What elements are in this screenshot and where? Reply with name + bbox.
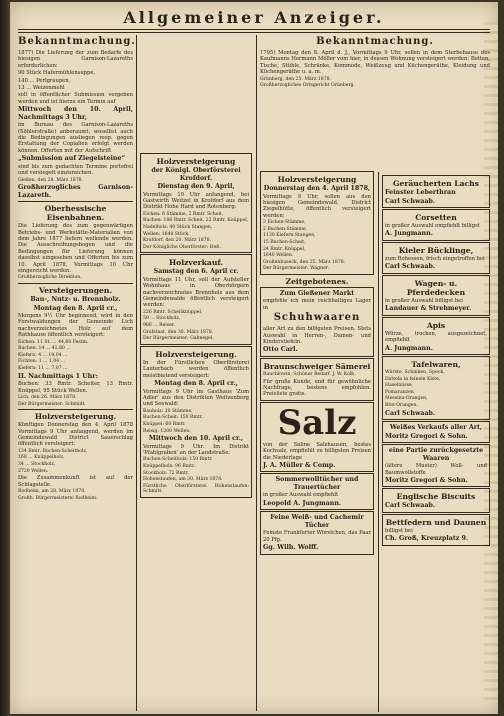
ad-signature: Moritz Gregori & Sohn. xyxy=(385,432,468,440)
ad-text: empfehle ich mein reichhaltiges Lager in xyxy=(263,298,371,311)
notice-row: 3 Eichen-Stämme, xyxy=(263,220,306,226)
column-divider xyxy=(136,35,137,711)
notice-row: Nadelholz: 40 Stück Stangen, xyxy=(143,224,213,230)
notice-subhead: II. Nachmittags 1 Uhr: xyxy=(18,372,98,380)
ad-text: Feinste Frankfurter Würstchen, das Paar 20 Pfg. xyxy=(263,530,371,543)
notice-text: soll in öffentlicher Submission vergeben werden und ist hierzu ein Termin auf xyxy=(18,92,133,105)
notice-text: 1877) Die Lieferung der zum Bedarfe des hiesigen Garnison-Lazareths erforderlichen: xyxy=(18,50,133,69)
ad-signature: Otto Carl. xyxy=(263,346,298,354)
ad-box xyxy=(382,209,490,241)
notice-row: 15 Buchen-Scheit, xyxy=(263,239,306,245)
ad-text: Für große Kunde, und für gewöhnliche Nachfrage, bestens empfohlen. Preisliste gratis. xyxy=(263,378,371,398)
ad-title: Englische Biscuits xyxy=(396,492,476,502)
notice-title: Holzversteigerung. xyxy=(34,412,117,422)
notice-text: 1795) Montag den 8. April d. J., Vormittags 9 Uhr, sollen in dem Sterbehause des Kaufmanns Hermann Möller vom hier, in dessen Wohnung versteigert werden: Betten, Tische, Stühle, Schränke, Kommode, Weißzeug und Küchengeräthe, Kleidung und Küchengeräthe u. a. m. xyxy=(260,50,490,76)
notice-row: Bauholz: 20 Stämme, xyxy=(143,408,193,414)
notice-text: Vormittags 9 Uhr. Im Distrikt 'Pfahlgraben' an der Landstraße: xyxy=(143,443,249,456)
ad-box xyxy=(382,488,490,513)
notice-date: Dienstag den 9. April, xyxy=(157,183,235,190)
notice-place: Grafstaat, den 30. März 1878. xyxy=(143,329,214,335)
separator xyxy=(18,283,133,284)
notice-title: Bekanntmachung. xyxy=(316,36,434,47)
notice-row: Buchen: 14 ... 41,80 ... xyxy=(18,346,71,352)
ad-box xyxy=(260,287,374,357)
notice-title: Holzversteigerung xyxy=(156,157,236,166)
ad-signature: A. Jungmann. xyxy=(385,230,433,238)
column-4 xyxy=(382,174,490,547)
ad-row: Haselnüsse, xyxy=(385,383,414,389)
notice-text: sind bis zum gedachten Termine portofrei und versiegelt einzureichen. xyxy=(18,163,133,177)
ad-title: Corsetten xyxy=(415,213,457,222)
notice-row: 34 ... Stockholz, xyxy=(18,461,56,467)
ad-box xyxy=(382,444,490,487)
notice-text: Die Zusammenkunft ist auf der Schlagstelle. xyxy=(18,475,133,488)
ad-headline: Salz xyxy=(277,402,357,443)
notice-row: Fichten: 1 ... 1,04 ... xyxy=(18,359,66,365)
column-divider xyxy=(256,35,257,711)
ad-row: Datteln in feinem Kiste, xyxy=(385,376,441,382)
notice-row: 1640 Wellen. xyxy=(263,253,294,259)
ad-text: (ältere Muster) Woll- und Baumwollstoffe xyxy=(385,463,487,476)
notice-place: Rodheim, am 28. März 1878. xyxy=(18,488,86,494)
column-4-top xyxy=(260,35,490,90)
ad-signature: Carl Schwaab. xyxy=(385,197,436,205)
column-3 xyxy=(260,170,374,556)
ad-text: Würze, trocken, ausgezeichnet, empfiehlt xyxy=(385,330,487,344)
notice-date: Montag den 8. April cr., xyxy=(33,304,118,312)
notice-text: Morgens 9½ Uhr beginnend, wird in den Forstwaldungen der Gemeinde Lich nachverzeichnetes Holz auf dem Rathhause öffentlich versteigert: xyxy=(18,313,133,339)
separator xyxy=(18,201,133,202)
notice-place: Lich, den 26. März 1878. xyxy=(18,394,77,400)
notice-item: 90 Stück Hafermühlensuppe, xyxy=(18,70,96,77)
ad-title: eine Partie zurückgesetzte Waaren xyxy=(388,447,484,462)
ad-title: Tafelwaren, xyxy=(411,360,461,370)
ad-row: Würste, Schinken, Speck, xyxy=(385,370,445,376)
ad-signature: Carl Schwaab. xyxy=(385,502,436,510)
ad-text: von der Saline Salzhausen, bestes Kochsalz, empfiehlt zu billigsten Preisen die Niederlage xyxy=(263,441,371,461)
ad-text: in großer Auswahl empfiehlt xyxy=(263,492,339,499)
masthead-rule xyxy=(18,29,490,30)
notice-row: Stockholz: 72 Rmtr. xyxy=(143,470,189,476)
notice-signature: Großherzogliche Direktion. xyxy=(18,275,82,281)
ad-title: Apis xyxy=(426,320,446,330)
notice-place: Gießen, den 28. März 1878. xyxy=(18,177,84,183)
notice-box xyxy=(260,171,374,275)
notice-row: Buchen-Scheit: 150 Rmtr. xyxy=(143,415,203,421)
notice-title: Holzversteigerung. xyxy=(155,349,237,359)
notice-item: 13 ... Weizenmehl xyxy=(18,85,65,92)
notice-signature: Großh. Bürgermeisterei Rodheim. xyxy=(18,495,98,501)
column-2 xyxy=(140,152,252,499)
notice-row: 226 Rmtr. Scheitknüppel, xyxy=(143,309,203,315)
notice-subtitle: der Königl. Oberförsterei Krofdorf. xyxy=(151,167,241,182)
ad-title: Kieler Bücklinge, xyxy=(398,245,474,255)
ad-signature: Leopold A. Jungmann. xyxy=(263,499,342,507)
notice-offer: „Submission auf Ziegelsteine“ xyxy=(18,155,126,163)
ad-signature: Moritz Gregori & Sohn. xyxy=(385,476,468,484)
ad-box xyxy=(382,421,490,443)
ad-title: Sommerwolltücher und Trauertücher xyxy=(275,476,359,491)
notice-title: Oberhessische Eisenbahnen. xyxy=(44,204,107,223)
notice-text: Buchen: 33 Rmtr. Scheiter, 13 Rmtr. Knüppel, 95 Stück Wellen. xyxy=(18,381,133,394)
newspaper-page xyxy=(10,2,498,714)
ad-title: Geräucherten Lachs xyxy=(393,179,479,188)
ad-text: aller Art zu den billigsten Preisen. Stets Auswahl in Herren-, Damen- und Kinderstiefeln. xyxy=(263,326,371,345)
notice-row: Buchen-Scheitholz: 150 Rmtr. xyxy=(143,457,213,463)
ad-text: in großer Auswahl empfiehlt billigst xyxy=(385,223,480,229)
ad-title: Bettfedern und Daunen xyxy=(385,517,487,527)
notice-text: Vormittags 11 Uhr, soll der Aufsteller Wohnhaus in Oberhörgern nachverzeichnetes Brennholz aus dem Gemeindewalde öffentlich versteigert werden: xyxy=(143,276,249,309)
notice-row: Kiefern: 4 ... 19,04 ... xyxy=(18,352,68,358)
ad-box xyxy=(382,317,490,355)
ad-signature: Gg. Wilh. Wolff. xyxy=(263,544,319,552)
notice-signature: Großherzogliches Garnison-Lazareth. xyxy=(18,184,133,199)
notice-row: Buchen: 186 Rmtr. Scheit, 22 Rmtr. Knüppel, xyxy=(143,218,249,224)
ad-subtitle: Feinster Leberthran xyxy=(385,189,456,196)
ad-box xyxy=(260,358,374,401)
notice-date: Donnerstag den 4. April 1878, xyxy=(263,185,371,192)
ad-signature: A. Jungmann. xyxy=(385,344,433,352)
ad-title: Wagen- u. Pferdedecken xyxy=(406,278,466,297)
ad-title: Weißes Verkaufs aller Art, xyxy=(389,424,483,432)
ad-box xyxy=(382,275,490,316)
notice-box xyxy=(140,254,252,345)
book-binding xyxy=(0,0,10,716)
notice-row: Reisig: 1200 Wellen. xyxy=(143,428,191,434)
notice-text: Vormittags 10 Uhr anfangend, bei Gastwirth Weitzel in Krofdorf aus dem Distrikt Hohe Hard und Rotenberg: xyxy=(143,191,249,211)
ad-box xyxy=(382,514,490,546)
notice-title: Holzverkauf. xyxy=(168,258,224,268)
ad-signature: J. A. Müller & Comp. xyxy=(263,461,336,469)
ad-box xyxy=(260,511,374,554)
ad-box xyxy=(382,175,490,208)
notice-date: Samstag den 6. April cr. xyxy=(153,268,239,276)
masthead-title: Allgemeiner Anzeiger. xyxy=(123,8,385,27)
notice-date: Mittwoch den 10. April, Nachmittags 3 Uhr, xyxy=(18,106,133,121)
notice-date: Montag den 8. April cr., xyxy=(154,380,238,387)
ad-box xyxy=(382,356,490,420)
ad-row: Messina-Orangen, xyxy=(385,396,428,402)
notice-text: Vormittags 9 Uhr im Gasthaus 'Zum Adler' aus den Distrikten Weitzenberg und Seewald: xyxy=(143,388,249,408)
notice-text: In der Fürstlichen Oberförsterei Lauterbach werden öffentlich meistbietend versteigert: xyxy=(143,359,249,379)
column-divider xyxy=(378,172,379,712)
ad-text: in großer Auswahl billigst bei xyxy=(385,297,463,304)
notice-row: 1130 Kiefern-Stangen, xyxy=(263,233,316,239)
notice-text: Vormittags 9 Uhr, sollen aus den hiesigen Gemeindewald, District Ziegelhütte, öffentlich versteigert werden: xyxy=(263,193,371,219)
notice-row: Kiefern: 11 ... 7,07 ... xyxy=(18,366,68,372)
ad-signature: Carl Schwaab. xyxy=(385,263,436,271)
notice-text: im Bureau des Garnison-Lazareths (Söhlerstraße) anberaumt, woselbst auch die Bedingungen ausliegen resp. gegen Erstattung der Copialien erfolgt werden können. Offerten mit der Aufschrift xyxy=(18,122,133,154)
section-title: Zeitgebotenes. xyxy=(285,276,349,286)
ad-signature: Landauer & Strehmeyer. xyxy=(385,305,472,313)
ad-title: Braunschweiger Sämerei xyxy=(263,361,371,371)
ad-title: Zum Gießener Markt xyxy=(279,289,355,297)
column-1 xyxy=(18,35,136,502)
ad-box xyxy=(260,402,374,473)
ad-subtitle: Rauchlowin, Schöner Bedarf. J. W. Kolb, xyxy=(263,371,356,377)
notice-row: 986 ... Reiser. xyxy=(143,323,175,328)
notice-row: Knüppelholz: 96 Rmtr. xyxy=(143,464,196,469)
notice-signature: Der Bürgermeister: Schmidt. xyxy=(18,401,86,407)
notice-row: Eichen: 6 Stämme, 2 Rmtr. Scheit, xyxy=(143,211,224,217)
notice-signature: Der Bürgermeister: Gabnegel. xyxy=(143,336,214,342)
ad-box xyxy=(260,473,374,510)
ad-box xyxy=(382,242,490,274)
ad-title: Feine Weiß- und Cachemir Tücher xyxy=(270,514,364,529)
notice-signature: Fürstliche Oberförsterei Hohenstaufen: Schmitt. xyxy=(143,483,249,495)
notice-row: Eichen: 11 St. ... 44,60 Festm. xyxy=(18,339,89,345)
ad-signature: Ch. Groß, Kreuzplatz 9. xyxy=(385,535,469,543)
notice-signature: Der Bürgermeister: Wagner. xyxy=(263,266,329,272)
ad-row: Pomaranzen, xyxy=(385,389,416,395)
notice-title: Holzversteigerung xyxy=(277,175,357,184)
notice-text: Die Lieferung des zum gegenwärtigen Betriebs- und Werkstätte-Materialien von dem Jahre 1877 liefern wollende werden. Die Ausschreibungsbogen und die Bedingungen für Lieferung können daselbst eingesehen und Offerten bis zum 10. April 1878, Vormittags 10 Uhr eingereicht werden. xyxy=(18,223,133,275)
notice-box xyxy=(140,153,252,253)
notice-row: 2 Buchen-Stämme, xyxy=(263,226,308,232)
notice-row: Knüppel: 60 Rmtr. xyxy=(143,421,186,427)
notice-row: 50 ... Stockholz, xyxy=(143,316,181,322)
notice-place: Hohenstaufen, am 30. März 1878. xyxy=(143,477,223,483)
notice-row: 2720 Wellen. xyxy=(18,468,49,474)
notice-date: Mittwoch den 10. April cr., xyxy=(148,435,244,443)
ad-text: zum Rohessen, frisch eingetroffen bei xyxy=(385,255,485,262)
ad-headline: Schuhwaaren xyxy=(273,312,361,324)
ad-signature: Carl Schwaab. xyxy=(385,409,436,417)
notice-title: Bekanntmachung. xyxy=(18,36,136,47)
notice-signature: Großherzogliches Ortsgericht Grünberg. xyxy=(260,83,356,89)
ad-row: Blut-Orangen. xyxy=(385,403,418,408)
notice-text: Künftigen Donnerstag den 4. April 1878 Vormittags 9 Uhr anfangend, werden im Gemeindewald District Sauerschlag öffentlich versteigert: xyxy=(18,422,133,448)
notice-box xyxy=(140,346,252,498)
notice-signature: Der Königliche Oberförster: Heß. xyxy=(143,244,221,250)
ad-text: billigst bei xyxy=(385,527,413,534)
notice-row: 168 ... Knüppelholz, xyxy=(18,455,65,461)
notice-title: Bau-, Nutz- u. Brennholz. xyxy=(30,296,121,304)
notice-row: Wellen: 1640 Stück. xyxy=(143,231,190,237)
notice-row: 24 Rmtr. Knüppel, xyxy=(263,246,306,252)
notice-item: 140 ... Perlgraupen, xyxy=(18,77,71,84)
section-title: Versteigerungen. xyxy=(38,286,112,296)
masthead-rule-2 xyxy=(18,32,490,33)
notice-place: Großenbuseck, den 25. März 1878. xyxy=(263,259,346,265)
notice-row: 134 Rmtr. Buchen-Scheitholz, xyxy=(18,448,88,454)
notice-place: Grünberg, den 25. März 1878. xyxy=(260,76,332,82)
notice-place: Krofdorf, den 20. März 1878. xyxy=(143,238,211,244)
separator xyxy=(18,409,133,410)
